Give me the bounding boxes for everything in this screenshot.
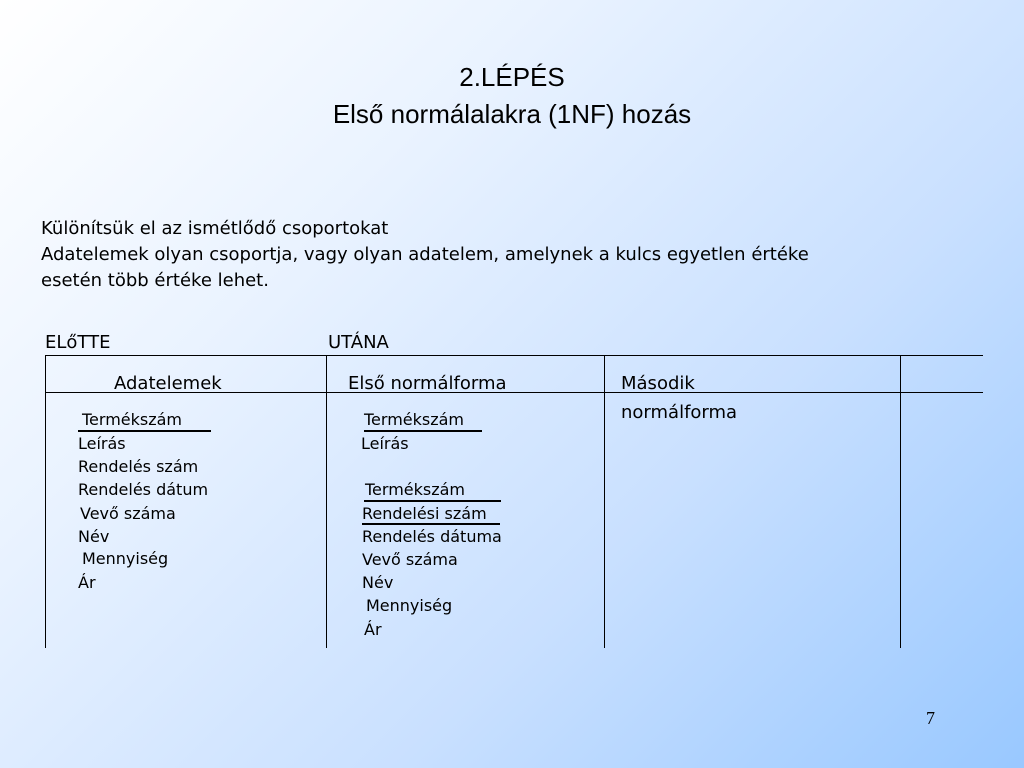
slide-title-line1: 2.LÉPÉS (459, 62, 565, 92)
after-item: Termékszám (364, 410, 465, 429)
after-item: Leírás (361, 434, 409, 453)
after-item: Vevő száma (362, 550, 458, 569)
table-column-divider (900, 355, 901, 648)
before-item: Ár (78, 573, 96, 592)
after-item: Mennyiség (366, 596, 453, 615)
after-item: Termékszám (365, 480, 466, 499)
before-item: Termékszám (82, 410, 183, 429)
intro-line: Különítsük el az ismétlődő csoportokat (41, 218, 389, 239)
before-item: Vevő száma (80, 504, 176, 523)
before-label: ELőTTE (45, 332, 111, 353)
slide-title-line2: Első normálalakra (1NF) hozás (332, 99, 692, 129)
intro-text (41, 216, 981, 294)
after-item: Ár (364, 620, 382, 639)
table-column-divider (45, 355, 46, 648)
column-header-adatelemek: Adatelemek (114, 373, 222, 394)
after-item: Rendelési szám (362, 504, 487, 523)
table-top-border (45, 355, 983, 356)
intro-line: Adatelemek olyan csoportja, vagy olyan adatelem, amelynek a kulcs egyetlen értéke (41, 244, 809, 265)
column-header-second-nf-line1: Második (621, 373, 695, 394)
intro-line: esetén több értéke lehet. (41, 270, 269, 291)
after-item: Rendelés dátuma (362, 527, 502, 546)
before-item: Rendelés szám (78, 457, 199, 476)
before-item: Mennyiség (82, 549, 169, 568)
table-column-divider (326, 355, 327, 648)
column-header-first-nf: Első normálforma (348, 373, 507, 394)
column-header-second-nf-line2: normálforma (621, 402, 738, 423)
page-number: 7 (926, 708, 935, 728)
before-item: Rendelés dátum (78, 480, 209, 499)
after-item: Név (362, 573, 394, 592)
before-item: Leírás (78, 434, 126, 453)
before-item: Név (78, 527, 110, 546)
after-label: UTÁNA (328, 332, 389, 353)
table-column-divider (604, 355, 605, 648)
